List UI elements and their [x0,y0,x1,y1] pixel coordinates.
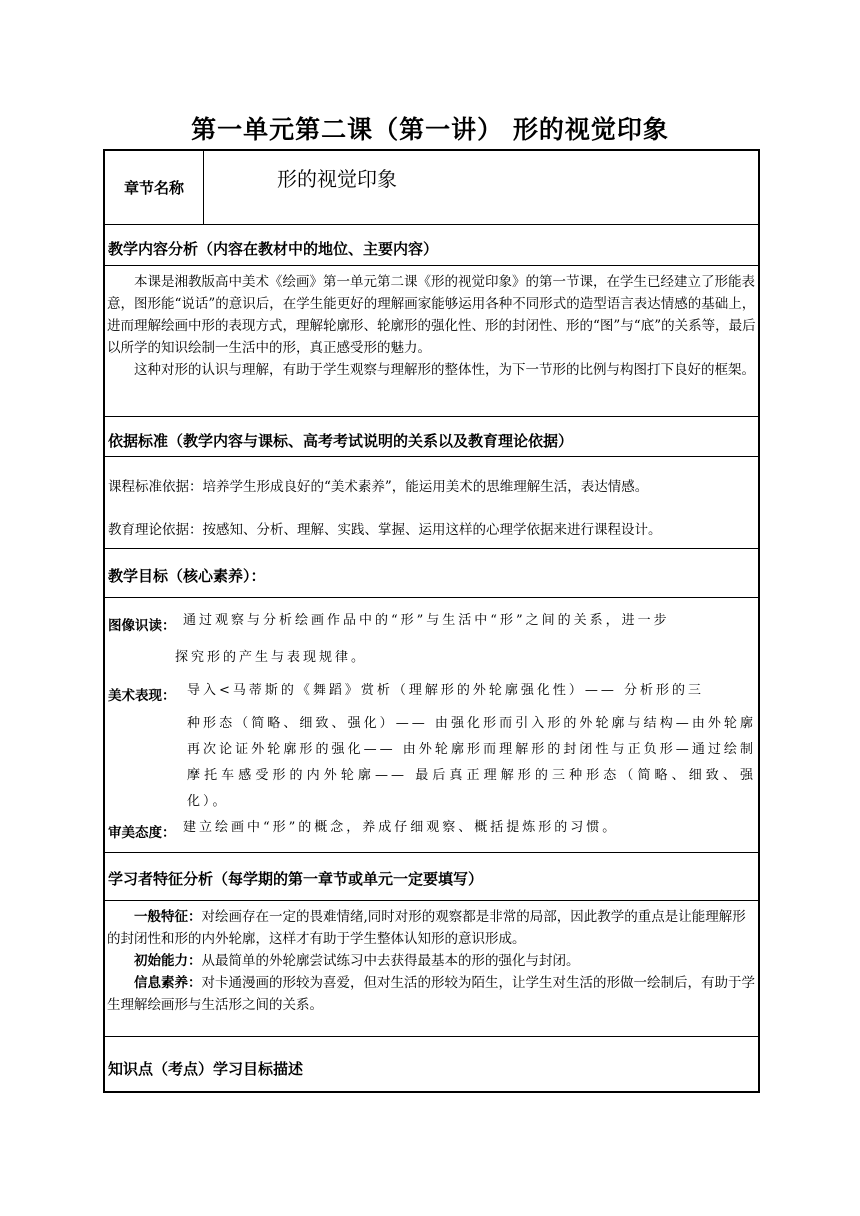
divider [105,416,758,417]
initial-label: 初始能力： [134,953,202,969]
image-reading-text-cont: 探究形的产生与表现规律。 [175,650,368,665]
art-expression-label: 美术表现： [108,688,176,704]
general-label: 一般特征： [134,909,202,925]
divider [105,548,758,549]
chapter-label-cell [105,151,204,224]
initial-text: 从最简单的外轮廓尝试练习中去获得最基本的形的强化与封闭。 [201,953,580,969]
standards-heading: 依据标准（教学内容与课标、高考考试说明的关系以及教育理论依据） [108,432,574,450]
info-text: 对卡通漫画的形较为喜爱，但对生活的形较为陌生，让学生对生活的形做一绘制后，有助于学生理解绘画形与生活形之间的关系。 [107,975,755,1013]
learners-heading: 学习者特征分析（每学期的第一章节或单元一定要填写） [108,870,484,888]
learner-info [107,972,756,1016]
learner-initial [107,950,756,972]
knowledge-heading: 知识点（考点）学习目标描述 [108,1060,304,1078]
divider [105,1036,758,1037]
divider [105,224,758,225]
content-analysis-heading: 教学内容分析（内容在教材中的地位、主要内容） [108,240,439,258]
art-expression-text: 导入<马蒂斯的《舞蹈》赏析（理解形的外轮廓强化性）—— 分析形的三 [187,683,705,698]
standards-theory: 教育理论依据：按感知、分析、理解、实践、掌握、运用这样的心理学依据来进行课程设计。 [108,522,662,538]
art-expression-text-cont: 种形态（简略、细致、强化）—— 由强化形而引入形的外轮廓与结构—由外轮廓再次论证外轮廓形的强化—— 由外轮廓形而理解形的封闭性与正负形—通过绘制摩托车感受形的内外轮廓—— 最后真正理解形的三种形态（简略、细致、强化）。 [187,716,756,809]
divider [105,265,758,266]
aesthetic-text: 建立绘画中“形”的概念，养成仔细观察、概括提炼形的习惯。 [183,820,619,835]
general-text: 对绘画存在一定的畏难情绪,同时对形的观察都是非常的局部，因此教学的重点是让能理解形的封闭性和形的内外轮廓，这样才有助于学生整体认知形的意识形成。 [107,909,746,947]
content-analysis-para1: 本课是湘教版高中美术《绘画》第一单元第二课《形的视觉印象》的第一节课，在学生已经建立了形能表意，图形能“说话”的意识后，在学生能更好的理解画家能够运用各种不同形式的造型语言表达情感的基础上，进而理解绘画中形的表现方式，理解轮廓形、轮廓形的强化性、形的封闭性、形的“图”与“底”的关系等，最后以所学的知识绘制一生活中的形，真正感受形的魅力。 [107,274,756,356]
standards-curriculum: 课程标准依据：培养学生形成良好的“美术素养”，能运用美术的思维理解生活，表达情感。 [108,479,649,495]
content-analysis-body [105,271,758,381]
divider [105,456,758,457]
divider [105,852,758,853]
objective-aesthetic-attitude [105,815,758,845]
divider [105,597,758,598]
chapter-value: 形的视觉印象 [277,167,397,191]
image-reading-label: 图像识读： [108,618,176,634]
page-title: 第一单元第二课（第一讲） 形的视觉印象 [191,115,669,144]
lesson-plan-table [103,149,760,1093]
objectives-heading: 教学目标（核心素养）： [108,567,266,585]
aesthetic-label: 审美态度： [108,825,176,841]
info-label: 信息素养： [134,975,202,991]
content-analysis-para2: 这种对形的认识与理解，有助于学生观察与理解形的整体性，为下一节形的比例与构图打下良好的框架。 [134,362,755,378]
chapter-row [105,151,758,224]
chapter-label: 章节名称 [123,179,184,197]
learners-body [105,906,758,1016]
image-reading-text: 通过观察与分析绘画作品中的“形”与生活中“形”之间的关系，进一步 [183,613,670,628]
divider [105,900,758,901]
objective-image-reading [105,608,758,638]
objective-art-expression [105,678,758,708]
learner-general [107,906,756,950]
